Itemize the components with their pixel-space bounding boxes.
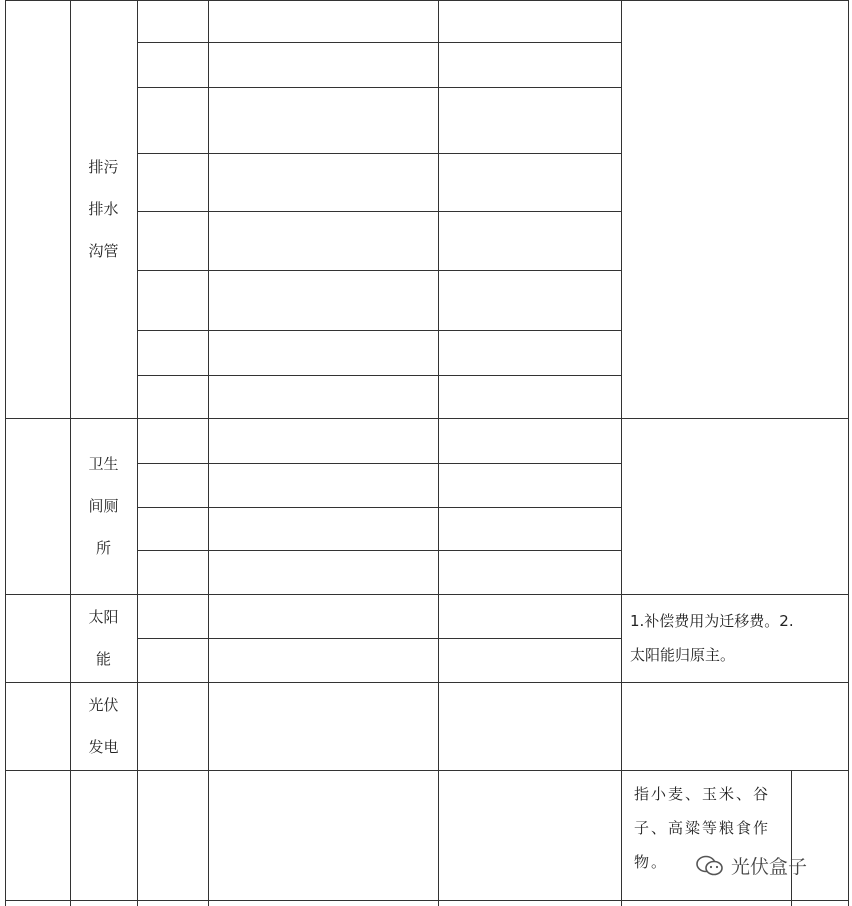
section-category xyxy=(70,418,137,594)
row-item xyxy=(208,463,438,507)
row-price xyxy=(438,507,621,550)
row-item xyxy=(208,330,438,375)
row-price xyxy=(438,270,621,330)
row-id xyxy=(137,153,208,211)
row-price xyxy=(438,330,621,375)
row-item xyxy=(208,42,438,87)
row-price xyxy=(438,418,621,463)
row-id xyxy=(137,507,208,550)
row-price xyxy=(438,770,621,900)
row-price xyxy=(438,594,621,638)
section-number xyxy=(5,682,70,770)
note-line: 物。 xyxy=(634,853,669,871)
section-category xyxy=(70,682,137,770)
row-id xyxy=(137,211,208,270)
row-price xyxy=(438,375,621,418)
row-id xyxy=(137,638,208,682)
row-item xyxy=(208,375,438,418)
section-category xyxy=(70,0,137,418)
note-line: 1.补偿费用为迁移费。2. xyxy=(630,612,794,630)
row-item xyxy=(208,770,438,900)
category-line: 沟管 xyxy=(88,242,119,260)
row-item xyxy=(208,550,438,594)
row-border-bottom xyxy=(137,900,621,901)
category-line: 卫生 xyxy=(88,455,119,473)
row-id xyxy=(137,375,208,418)
category-line: 太阳 xyxy=(88,608,119,626)
row-item xyxy=(208,0,438,42)
row-item xyxy=(208,418,438,463)
row-item xyxy=(208,87,438,153)
row-id xyxy=(137,463,208,507)
section-number xyxy=(5,0,70,418)
section-category xyxy=(70,770,137,900)
row-id xyxy=(137,0,208,42)
row-id xyxy=(137,550,208,594)
row-item xyxy=(208,270,438,330)
section-number xyxy=(5,770,70,900)
category-line: 间厕 xyxy=(88,497,119,515)
section-note xyxy=(630,604,845,672)
row-item xyxy=(208,211,438,270)
row-id xyxy=(137,87,208,153)
section-note xyxy=(630,100,845,145)
row-price xyxy=(438,87,621,153)
row-item xyxy=(208,507,438,550)
category-line: 发电 xyxy=(88,738,119,756)
wechat-logo-icon xyxy=(695,854,725,878)
category-line: 排污 xyxy=(88,158,119,176)
note-line: 太阳能归原主。 xyxy=(630,646,736,664)
row-price xyxy=(438,463,621,507)
row-price xyxy=(438,42,621,87)
row-id xyxy=(137,270,208,330)
row-item xyxy=(208,594,438,638)
row-id xyxy=(137,330,208,375)
watermark-text: 光伏盒子 xyxy=(731,856,808,878)
row-price xyxy=(438,211,621,270)
category-line: 所 xyxy=(95,539,111,557)
section-number xyxy=(5,418,70,594)
col-border-extra xyxy=(791,770,792,906)
row-price xyxy=(438,682,621,770)
row-id xyxy=(137,42,208,87)
row-price xyxy=(438,153,621,211)
category-line: 光伏 xyxy=(88,696,119,714)
watermark xyxy=(695,852,807,879)
note-line: 子、高粱等粮食作 xyxy=(634,819,771,837)
row-id xyxy=(137,682,208,770)
row-id xyxy=(137,594,208,638)
row-price xyxy=(438,550,621,594)
section-number xyxy=(5,594,70,682)
row-id xyxy=(137,770,208,900)
category-line: 能 xyxy=(95,650,111,668)
note-line: 指小麦、玉米、谷 xyxy=(634,785,771,803)
row-item xyxy=(208,153,438,211)
category-line: 排水 xyxy=(88,200,119,218)
section-category xyxy=(70,594,137,682)
row-price xyxy=(438,638,621,682)
row-price xyxy=(438,0,621,42)
row-item xyxy=(208,638,438,682)
row-item xyxy=(208,682,438,770)
section-note xyxy=(630,682,845,770)
row-id xyxy=(137,418,208,463)
